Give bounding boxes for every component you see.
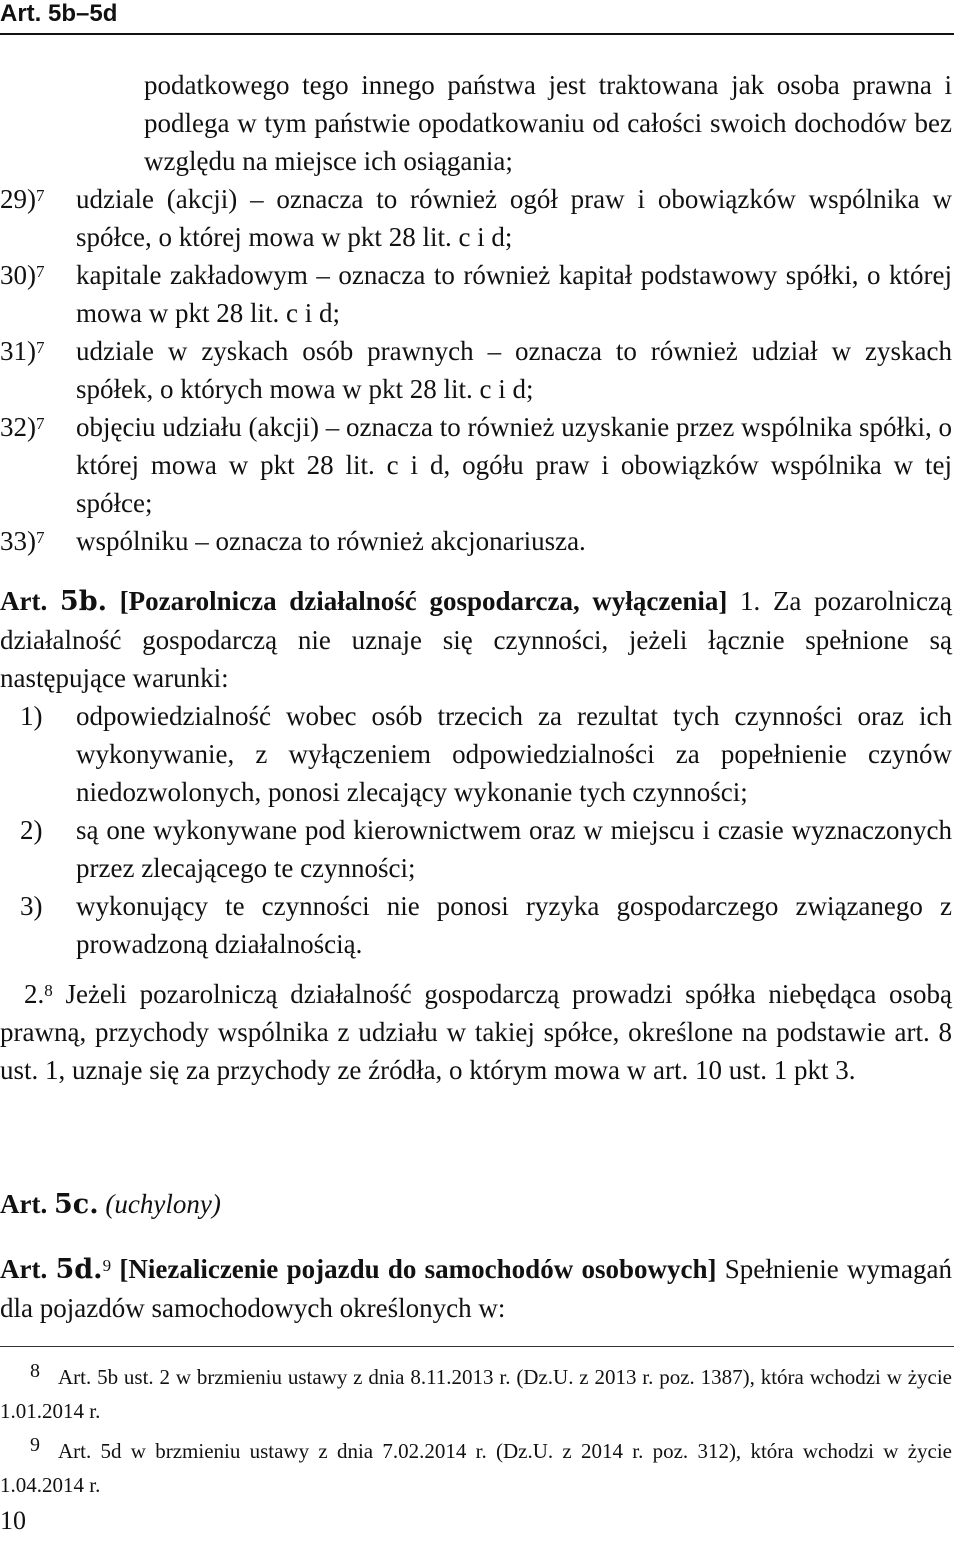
article-label: Art. <box>0 586 48 616</box>
condition-text: odpowiedzialność wobec osób trzecich za rezultat tych czynności oraz ich wykonywanie, z wyłączeniem odpowiedzialności za popełnienie czynów niedozwolonych, ponosi zlecający wykonanie tych czynności; <box>76 701 952 807</box>
definition-item <box>0 408 952 522</box>
footnote-mark: 9 <box>30 1434 40 1456</box>
definition-text: kapitale zakładowym – oznacza to również kapitał podstawowy spółki, o której mowa w pkt 28 lit. c i d; <box>76 260 952 328</box>
article-5b-paragraph-2 <box>0 975 952 1089</box>
condition-text: wykonujący te czynności nie ponosi ryzyka gospodarczego związanego z prowadzoną działalnością. <box>76 891 952 959</box>
definition-number: 32)$^7$ <box>0 412 45 442</box>
article-5d <box>0 1250 952 1327</box>
definition-item <box>0 256 952 332</box>
definition-number: 31)$^7$ <box>0 336 45 366</box>
condition-number: 1) <box>20 701 43 731</box>
paragraph-number: 2. <box>24 979 45 1009</box>
condition-item <box>0 811 952 887</box>
footnote-text: Art. 5b ust. 2 w brzmieniu ustawy z dnia 8.11.2013 r. (Dz.U. z 2013 r. poz. 1387), która wchodzi w życie 1.01.2014 r. <box>0 1365 952 1423</box>
page-number: 10 <box>0 1506 26 1535</box>
paragraph-text: Za pozarolniczą działalność gospodarczą nie uznaje się czynności, jeżeli łącznie spełnione są następujące warunki: <box>0 586 952 693</box>
conditions-list <box>0 697 952 963</box>
footnote-ref: 7 <box>36 414 45 433</box>
condition-item <box>0 887 952 963</box>
running-header: Art. 5b–5d <box>0 0 118 27</box>
article-label: Art. <box>0 1254 48 1284</box>
footnote-ref: 7 <box>36 528 45 547</box>
footnote-ref: 7 <box>36 338 45 357</box>
header-rule <box>0 33 954 35</box>
footnote-text: Art. 5d w brzmieniu ustawy z dnia 7.02.2014 r. (Dz.U. z 2014 r. poz. 312), która wchodzi w życie 1.04.2014 r. <box>0 1439 952 1497</box>
definition-text: wspólniku – oznacza to również akcjonariusza. <box>76 526 586 556</box>
footnotes <box>0 1360 952 1508</box>
article-label: Art. <box>0 1189 48 1219</box>
footnote <box>0 1434 952 1502</box>
definition-text: udziale w zyskach osób prawnych – oznacza to również udział w zyskach spółek, o których mowa w pkt 28 lit. c i d; <box>76 336 952 404</box>
definition-text: udziale (akcji) – oznacza to również ogół praw i obowiązków wspólnika w spółce, o której mowa w pkt 28 lit. c i d; <box>76 184 952 252</box>
condition-item <box>0 697 952 811</box>
definition-item <box>0 332 952 408</box>
footnote-mark: 8 <box>30 1360 40 1382</box>
article-number: 5c. <box>53 1189 99 1220</box>
article-5d-paragraph <box>0 1250 952 1327</box>
definition-number: 33)$^7$ <box>0 526 45 556</box>
condition-text: są one wykonywane pod kierownictwem oraz w miejscu i czasie wyznaczonych przez zlecającego te czynności; <box>76 815 952 883</box>
article-number: 5d. <box>55 1254 103 1285</box>
article-heading: [Niezaliczenie pojazdu do samochodów osobowych] <box>119 1254 717 1284</box>
paragraph-text: Spełnienie wymagań dla pojazdów samochodowych określonych w: <box>0 1254 952 1323</box>
paragraph-number: 1. <box>740 586 761 616</box>
definitions-list <box>0 180 952 560</box>
footnote <box>0 1360 952 1428</box>
definition-item <box>0 180 952 256</box>
article-heading: [Pozarolnicza działalność gospodarcza, wyłączenia] <box>119 586 728 616</box>
definition-text: objęciu udziału (akcji) – oznacza to również uzyskanie przez wspólnika spółki, o której mowa w pkt 28 lit. c i d, ogółu praw i obowiązków wspólnika w tej spółce; <box>76 412 952 518</box>
footnote-ref: 7 <box>36 186 45 205</box>
definition-number: 29)$^7$ <box>0 184 45 214</box>
condition-number: 3) <box>20 891 43 921</box>
paragraph-text: Jeżeli pozarolniczą działalność gospodarczą prowadzi spółka niebędąca osobą prawną, przychody wspólnika z udziału w takiej spółce, określone na podstawie art. 8 ust. 1, uznaje się za przychody ze źródła, o którym mowa w art. 10 ust. 1 pkt 3. <box>0 979 952 1085</box>
article-5c <box>0 1185 952 1224</box>
article-status: (uchylony) <box>105 1189 221 1219</box>
footnote-ref: 8 <box>44 981 53 1000</box>
footnote-ref: 7 <box>36 262 45 281</box>
definition-item <box>0 522 952 560</box>
article-number: 5b. <box>59 586 107 617</box>
footnote-ref: 9 <box>102 1256 112 1275</box>
definition-28-continuation: podatkowego tego innego państwa jest traktowana jak osoba prawna i podlega w tym państwie opodatkowaniu od całości swoich dochodów bez względu na miejsce ich osiągania; <box>144 70 952 176</box>
article-5b-paragraph-1 <box>0 582 952 697</box>
condition-number: 2) <box>20 815 43 845</box>
definition-number: 30)$^7$ <box>0 260 45 290</box>
article-5b <box>0 582 952 1089</box>
footnote-separator <box>0 1346 954 1347</box>
